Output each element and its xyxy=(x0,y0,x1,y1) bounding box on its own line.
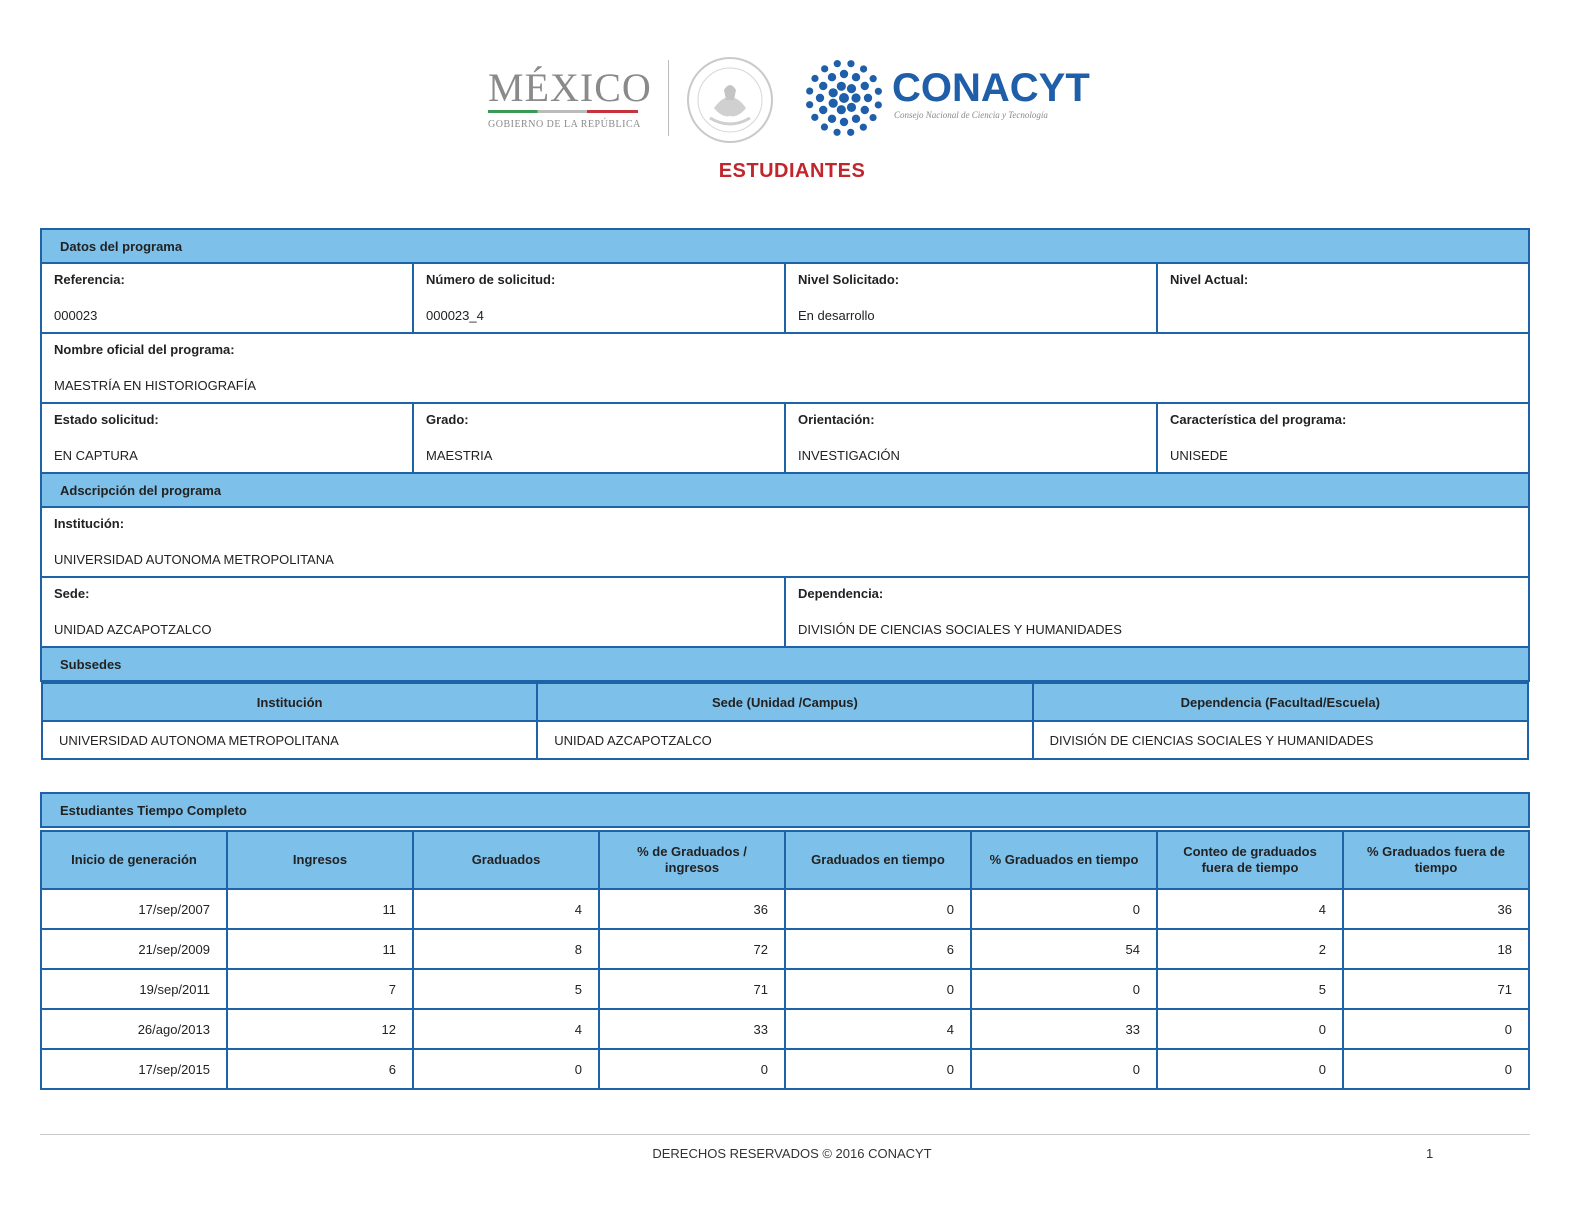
table-cell: 6 xyxy=(785,929,971,969)
table-cell: 26/ago/2013 xyxy=(41,1009,227,1049)
subsedes-header-institucion: Institución xyxy=(42,683,537,721)
table-row xyxy=(42,721,1528,759)
table-cell: 0 xyxy=(1157,1049,1343,1089)
field-value: 000023_4 xyxy=(426,308,484,323)
table-cell: 21/sep/2009 xyxy=(41,929,227,969)
table-cell: 12 xyxy=(227,1009,413,1049)
table-row xyxy=(41,969,1529,1009)
page-title: ESTUDIANTES xyxy=(718,160,866,182)
table-cell: 2 xyxy=(1157,929,1343,969)
table-cell: 4 xyxy=(413,1009,599,1049)
col-header-pct-graduados-tiempo: % Graduados en tiempo xyxy=(971,831,1157,889)
field-estado-solicitud xyxy=(41,403,413,473)
col-header-ingresos: Ingresos xyxy=(227,831,413,889)
field-value: EN CAPTURA xyxy=(54,448,138,463)
conacyt-dots-icon xyxy=(802,56,886,140)
field-nombre-oficial xyxy=(41,333,1529,403)
conacyt-logo-subtitle: Consejo Nacional de Ciencia y Tecnología xyxy=(894,110,1048,120)
table-cell: 33 xyxy=(971,1009,1157,1049)
subsedes-header-dependencia: Dependencia (Facultad/Escuela) xyxy=(1033,683,1528,721)
subsede-institucion: UNIVERSIDAD AUTONOMA METROPOLITANA xyxy=(42,721,537,759)
students-table-body xyxy=(41,889,1529,1089)
field-value: INVESTIGACIÓN xyxy=(798,448,900,463)
table-cell: 5 xyxy=(413,969,599,1009)
subsede-sede: UNIDAD AZCAPOTZALCO xyxy=(537,721,1032,759)
field-grado xyxy=(413,403,785,473)
table-cell: 18 xyxy=(1343,929,1529,969)
table-cell: 5 xyxy=(1157,969,1343,1009)
table-cell: 0 xyxy=(1157,1009,1343,1049)
field-label: Nivel Actual: xyxy=(1170,272,1249,287)
table-cell: 4 xyxy=(413,889,599,929)
field-sede xyxy=(41,577,785,647)
table-cell: 0 xyxy=(971,889,1157,929)
conacyt-logo-word: CONACYT xyxy=(892,66,1090,110)
table-cell: 0 xyxy=(785,969,971,1009)
footer-copyright: DERECHOS RESERVADOS © 2016 CONACYT xyxy=(652,1146,932,1161)
table-cell: 6 xyxy=(227,1049,413,1089)
field-label: Grado: xyxy=(426,412,469,427)
field-label: Institución: xyxy=(54,516,125,531)
mexico-logo-word: MÉXICO xyxy=(488,65,652,110)
students-table xyxy=(40,792,1530,1090)
table-cell: 36 xyxy=(599,889,785,929)
mexico-logo-subtitle: GOBIERNO DE LA REPÚBLICA xyxy=(488,119,641,130)
table-cell: 7 xyxy=(227,969,413,1009)
table-row xyxy=(41,1049,1529,1089)
table-cell: 4 xyxy=(1157,889,1343,929)
footer-divider xyxy=(40,1134,1530,1135)
table-cell: 0 xyxy=(599,1049,785,1089)
col-header-graduados: Graduados xyxy=(413,831,599,889)
table-cell: 0 xyxy=(785,889,971,929)
program-info-table xyxy=(40,228,1530,760)
field-value xyxy=(1170,298,1516,308)
table-cell: 8 xyxy=(413,929,599,969)
field-label: Estado solicitud: xyxy=(54,412,159,427)
mexico-logo-tricolor-bar xyxy=(488,110,638,113)
field-label: Nombre oficial del programa: xyxy=(54,342,235,357)
section-header-adscripcion: Adscripción del programa xyxy=(41,473,1529,507)
col-header-conteo-fuera-tiempo: Conteo de graduados fuera de tiempo xyxy=(1157,831,1343,889)
col-header-inicio: Inicio de generación xyxy=(41,831,227,889)
field-label: Nivel Solicitado: xyxy=(798,272,900,287)
col-header-pct-graduados: % de Graduados / ingresos xyxy=(599,831,785,889)
col-header-graduados-tiempo: Graduados en tiempo xyxy=(785,831,971,889)
table-row xyxy=(41,929,1529,969)
table-cell: 17/sep/2007 xyxy=(41,889,227,929)
field-value: UNISEDE xyxy=(1170,448,1228,463)
table-cell: 0 xyxy=(1343,1009,1529,1049)
mexico-government-logo xyxy=(488,65,652,138)
section-header-estudiantes: Estudiantes Tiempo Completo xyxy=(41,793,1529,827)
field-value: MAESTRIA xyxy=(426,448,493,463)
section-header-datos-programa: Datos del programa xyxy=(41,229,1529,263)
field-label: Sede: xyxy=(54,586,90,601)
field-numero-solicitud xyxy=(413,263,785,333)
national-seal-icon xyxy=(686,56,774,144)
table-cell: 17/sep/2015 xyxy=(41,1049,227,1089)
field-label: Orientación: xyxy=(798,412,875,427)
table-cell: 71 xyxy=(1343,969,1529,1009)
field-nivel-actual xyxy=(1157,263,1529,333)
subsedes-header-sede: Sede (Unidad /Campus) xyxy=(537,683,1032,721)
table-cell: 71 xyxy=(599,969,785,1009)
table-cell: 0 xyxy=(971,969,1157,1009)
field-nivel-solicitado xyxy=(785,263,1157,333)
logo-divider xyxy=(668,60,669,136)
field-institucion xyxy=(41,507,1529,577)
table-cell: 72 xyxy=(599,929,785,969)
table-cell: 36 xyxy=(1343,889,1529,929)
field-referencia xyxy=(41,263,413,333)
field-orientacion xyxy=(785,403,1157,473)
table-cell: 0 xyxy=(413,1049,599,1089)
field-value: En desarrollo xyxy=(798,308,875,323)
table-cell: 4 xyxy=(785,1009,971,1049)
page-number: 1 xyxy=(1426,1146,1434,1161)
field-value: UNIVERSIDAD AUTONOMA METROPOLITANA xyxy=(54,552,334,567)
table-cell: 11 xyxy=(227,889,413,929)
field-label: Referencia: xyxy=(54,272,125,287)
table-cell: 19/sep/2011 xyxy=(41,969,227,1009)
table-cell: 0 xyxy=(785,1049,971,1089)
table-row xyxy=(41,1009,1529,1049)
field-value: 000023 xyxy=(54,308,98,323)
col-header-pct-fuera-tiempo: % Graduados fuera de tiempo xyxy=(1343,831,1529,889)
table-cell: 0 xyxy=(971,1049,1157,1089)
table-cell: 33 xyxy=(599,1009,785,1049)
table-row xyxy=(41,889,1529,929)
field-label: Característica del programa: xyxy=(1170,412,1347,427)
field-value: DIVISIÓN DE CIENCIAS SOCIALES Y HUMANIDADES xyxy=(798,622,1122,637)
table-cell: 11 xyxy=(227,929,413,969)
table-cell: 54 xyxy=(971,929,1157,969)
field-value: UNIDAD AZCAPOTZALCO xyxy=(54,622,212,637)
table-cell: 0 xyxy=(1343,1049,1529,1089)
field-dependencia xyxy=(785,577,1529,647)
subsedes-table xyxy=(41,682,1529,760)
subsede-dependencia: DIVISIÓN DE CIENCIAS SOCIALES Y HUMANIDADES xyxy=(1033,721,1528,759)
field-value: MAESTRÍA EN HISTORIOGRAFÍA xyxy=(54,378,257,393)
field-label: Número de solicitud: xyxy=(426,272,556,287)
field-caracteristica xyxy=(1157,403,1529,473)
section-header-subsedes: Subsedes xyxy=(41,647,1529,681)
field-label: Dependencia: xyxy=(798,586,884,601)
